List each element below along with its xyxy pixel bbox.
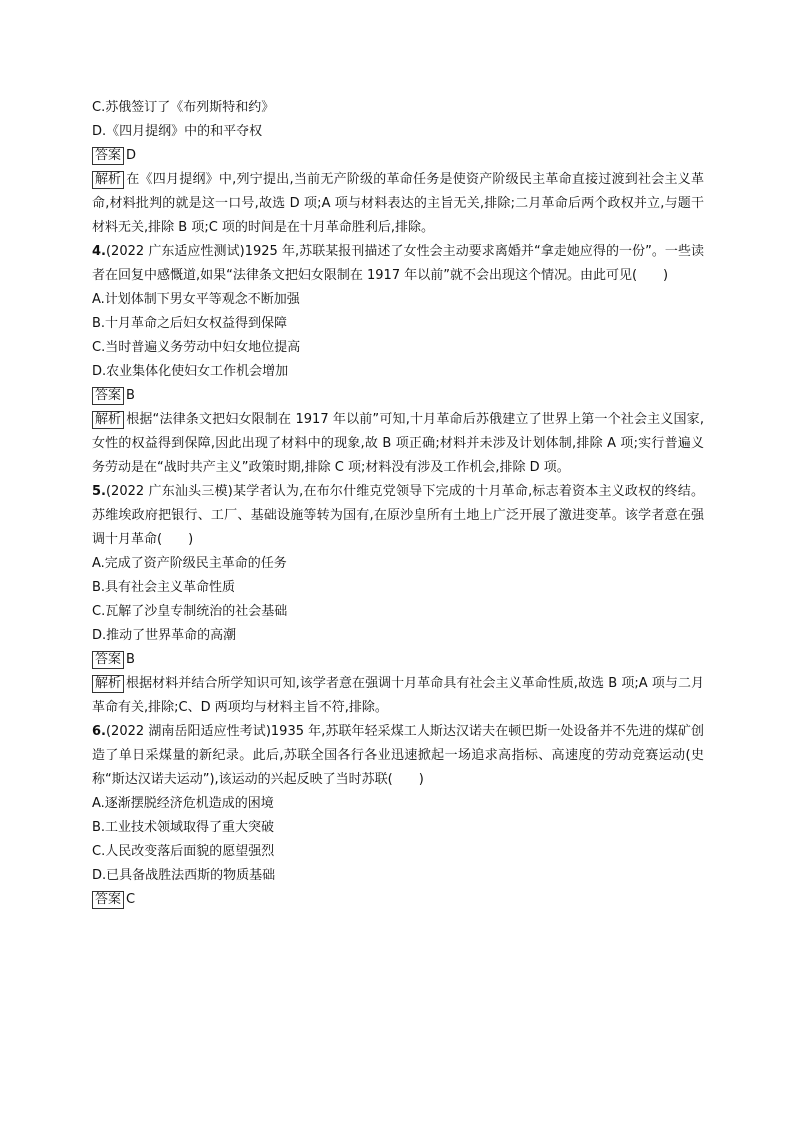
answer-value: B (126, 652, 135, 667)
analysis-tag: 解析 (92, 171, 124, 189)
question-number: 6. (92, 724, 106, 739)
answer-row (92, 144, 704, 168)
answer-tag: 答案 (92, 891, 124, 909)
option-b: B.具有社会主义革命性质 (92, 580, 236, 595)
question-number: 5. (92, 484, 106, 499)
answer-value: D (126, 148, 137, 163)
option-c: C.当时普遍义务劳动中妇女地位提高 (92, 340, 301, 355)
analysis-text: 根据材料并结合所学知识可知,该学者意在强调十月革命具有社会主义革命性质,故选 B 项;A 项与二月革命有关,排除;C、D 两项均与材料主旨不符,排除。 (92, 676, 704, 715)
answer-value: C (126, 892, 136, 907)
option-a: A.完成了资产阶级民主革命的任务 (92, 556, 287, 571)
answer-tag: 答案 (92, 387, 124, 405)
analysis-text: 根据“法律条文把妇女限制在 1917 年以前”可知,十月革命后苏俄建立了世界上第一个社会主义国家,女性的权益得到保障,因此出现了材料中的现象,故 B 项正确;材料并未涉及计划体制,排除 A 项;实行普遍义务劳动是在“战时共产主义”政策时期,排除 C 项;材料没有涉及工作机会,排除 D 项。 (92, 412, 704, 475)
option-c: C.苏俄签订了《布列斯特和约》 (92, 100, 275, 115)
analysis-row (92, 168, 704, 240)
answer-row (92, 888, 704, 912)
question-4-stem (92, 240, 704, 288)
answer-tag: 答案 (92, 147, 124, 165)
option-b: B.工业技术领域取得了重大突破 (92, 820, 275, 835)
option-d: D.推动了世界革命的高潮 (92, 628, 237, 643)
option-c: C.人民改变落后面貌的愿望强烈 (92, 844, 275, 859)
analysis-tag: 解析 (92, 411, 124, 429)
question-6-stem (92, 720, 704, 792)
question-text: (2022 广东适应性测试)1925 年,苏联某报刊描述了女性会主动要求离婚并“拿走她应得的一份”。一些读者在回复中感慨道,如果“法律条文把妇女限制在 1917 年以前”就不会出现这个情况。由此可见( ) (92, 244, 704, 283)
answer-value: B (126, 388, 135, 403)
option-b: B.十月革命之后妇女权益得到保障 (92, 316, 288, 331)
option-a: A.计划体制下男女平等观念不断加强 (92, 292, 300, 307)
answer-row (92, 384, 704, 408)
option-d: D.已具备战胜法西斯的物质基础 (92, 868, 276, 883)
option-a: A.逐渐摆脱经济危机造成的困境 (92, 796, 274, 811)
option-d: D.农业集体化使妇女工作机会增加 (92, 364, 289, 379)
analysis-row (92, 672, 704, 720)
option-c: C.瓦解了沙皇专制统治的社会基础 (92, 604, 288, 619)
option-d: D.《四月提纲》中的和平夺权 (92, 124, 263, 139)
question-text: (2022 湖南岳阳适应性考试)1935 年,苏联年轻采煤工人斯达汉诺夫在顿巴斯一处设备并不先进的煤矿创造了单日采煤量的新纪录。此后,苏联全国各行各业迅速掀起一场追求高指标、高速度的劳动竞赛运动(史称“斯达汉诺夫运动”),该运动的兴起反映了当时苏联( ) (92, 724, 704, 787)
analysis-tag: 解析 (92, 675, 124, 693)
question-text: (2022 广东汕头三模)某学者认为,在布尔什维克党领导下完成的十月革命,标志着资本主义政权的终结。苏维埃政府把银行、工厂、基础设施等转为国有,在原沙皇所有土地上广泛开展了激进变革。该学者意在强调十月革命( ) (92, 484, 704, 547)
answer-tag: 答案 (92, 651, 124, 669)
document-page (92, 96, 704, 912)
answer-row (92, 648, 704, 672)
analysis-text: 在《四月提纲》中,列宁提出,当前无产阶级的革命任务是使资产阶级民主革命直接过渡到社会主义革命,材料批判的就是这一口号,故选 D 项;A 项与材料表达的主旨无关,排除;二月革命后两个政权并立,与题干材料无关,排除 B 项;C 项的时间是在十月革命胜利后,排除。 (92, 172, 704, 235)
question-number: 4. (92, 244, 106, 259)
question-5-stem (92, 480, 704, 552)
analysis-row (92, 408, 704, 480)
